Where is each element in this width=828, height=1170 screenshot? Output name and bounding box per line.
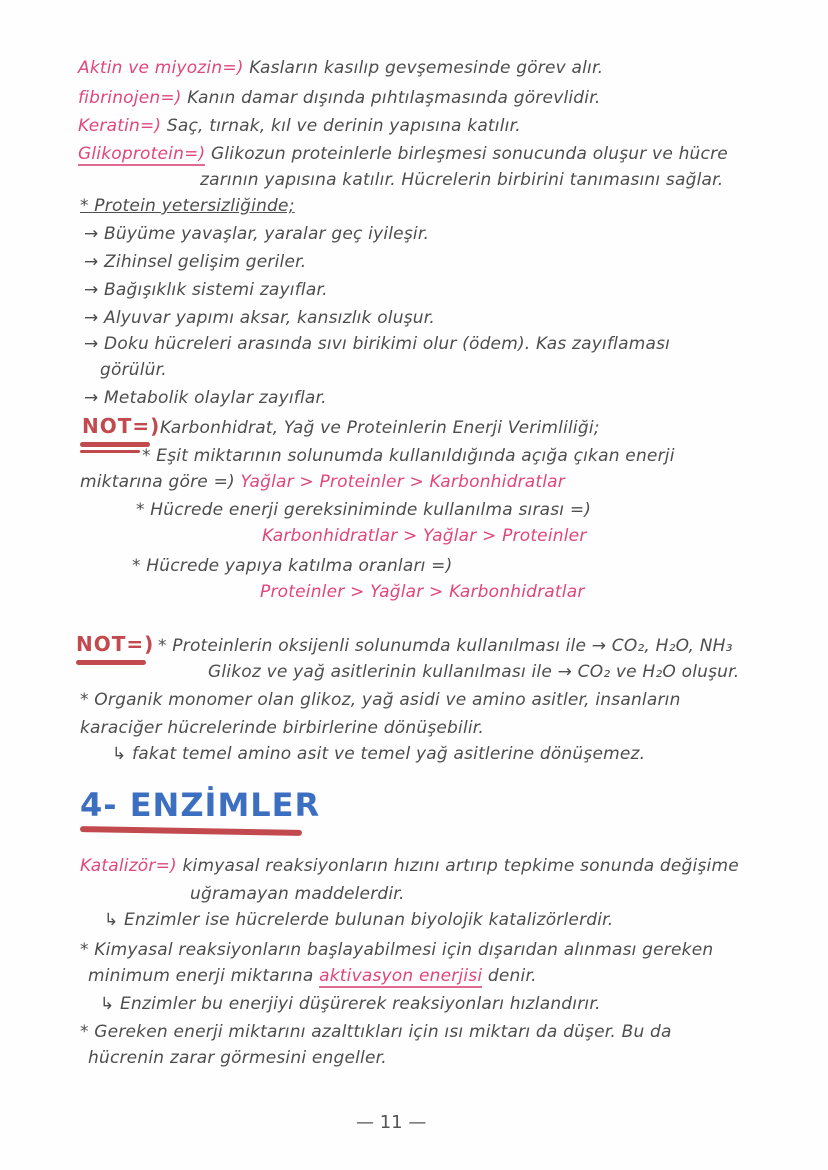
note-underline xyxy=(80,450,140,453)
protein-def-keratin xyxy=(78,116,521,136)
note1-text: * Hücrede yapıya katılma oranları =) xyxy=(132,556,453,576)
note1-text xyxy=(80,472,565,492)
definition: Glikozun proteinlerle birleşmesi sonucunda oluşur ve hücre xyxy=(210,144,728,164)
protein-def-fibrinojen xyxy=(78,88,600,108)
deficiency-item: → Alyuvar yapımı aksar, kansızlık oluşur. xyxy=(84,308,435,328)
energy-usage-order: Karbonhidratlar > Yağlar > Proteinler xyxy=(262,526,587,546)
term: Glikoprotein=) xyxy=(78,144,206,164)
protein-def-glikoprotein xyxy=(78,144,728,164)
text: minimum enerji miktarına xyxy=(88,966,314,986)
page-number: — 11 — xyxy=(356,1112,427,1133)
note-label: NOT=) xyxy=(76,632,155,656)
deficiency-item: → Doku hücreleri arasında sıvı birikimi olur (ödem). Kas zayıflaması xyxy=(84,334,671,354)
definition: Kanın damar dışında pıhtılaşmasında görevlidir. xyxy=(187,88,601,108)
note1-title: Karbonhidrat, Yağ ve Proteinlerin Enerji Verimliliği; xyxy=(160,418,600,438)
protein-def-aktin xyxy=(78,58,603,78)
enzyme-text: * Gereken enerji miktarını azalttıkları için ısı miktarı da düşer. Bu da xyxy=(80,1022,672,1042)
note1-text-b: miktarına göre =) xyxy=(80,472,235,492)
protein-def-glikoprotein-cont: zarının yapısına katılır. Hücrelerin birbirini tanımasını sağlar. xyxy=(200,170,724,190)
term: fibrinojen=) xyxy=(78,88,182,108)
term: Keratin=) xyxy=(78,116,162,136)
deficiency-item: → Metabolik olaylar zayıflar. xyxy=(84,388,327,408)
note2-text: * Proteinlerin oksijenli solunumda kullanılması ile → CO₂, H₂O, NH₃ xyxy=(158,636,733,656)
deficiency-item: → Büyüme yavaşlar, yaralar geç iyileşir. xyxy=(84,224,430,244)
note1-text: * Eşit miktarının solunumda kullanıldığında açığa çıkan enerji xyxy=(142,446,675,466)
note-underline xyxy=(76,660,146,665)
section-heading: 4- ENZİMLER xyxy=(80,786,321,824)
catalyst-definition xyxy=(80,856,739,876)
note2-text: * Organik monomer olan glikoz, yağ asidi ve amino asitler, insanların xyxy=(80,690,681,710)
note-label: NOT=) xyxy=(82,414,161,438)
deficiency-title: * Protein yetersizliğinde; xyxy=(80,196,295,216)
deficiency-item: → Zihinsel gelişim geriler. xyxy=(84,252,307,272)
enzyme-text: * Kimyasal reaksiyonların başlayabilmesi için dışarıdan alınması gereken xyxy=(80,940,714,960)
term: Katalizör=) xyxy=(80,856,177,876)
structure-ratio-order: Proteinler > Yağlar > Karbonhidratlar xyxy=(260,582,585,602)
deficiency-item: → Bağışıklık sistemi zayıflar. xyxy=(84,280,328,300)
enzyme-text: ↳ Enzimler bu enerjiyi düşürerek reaksiyonları hızlandırır. xyxy=(100,994,601,1014)
enzyme-text: hücrenin zarar görmesini engeller. xyxy=(88,1048,387,1068)
enzyme-text: ↳ Enzimler ise hücrelerde bulunan biyolojik katalizörlerdir. xyxy=(104,910,614,930)
text: denir. xyxy=(487,966,537,986)
definition: kimyasal reaksiyonların hızını artırıp tepkime sonunda değişime xyxy=(182,856,739,876)
note1-text: * Hücrede enerji gereksiniminde kullanılma sırası =) xyxy=(136,500,592,520)
definition: Saç, tırnak, kıl ve derinin yapısına katılır. xyxy=(166,116,521,136)
enzyme-text xyxy=(88,966,537,986)
activation-energy-term: aktivasyon enerjisi xyxy=(319,966,483,986)
term: Aktin ve miyozin=) xyxy=(78,58,244,78)
catalyst-definition-cont: uğramayan maddelerdir. xyxy=(190,884,405,904)
note2-text: Glikoz ve yağ asitlerinin kullanılması ile → CO₂ ve H₂O oluşur. xyxy=(208,662,740,682)
heading-underline xyxy=(80,826,302,836)
definition: Kasların kasılıp gevşemesinde görev alır. xyxy=(249,58,604,78)
note2-text: ↳ fakat temel amino asit ve temel yağ asitlerine dönüşemez. xyxy=(112,744,646,764)
note-underline xyxy=(80,442,150,447)
note2-text: karaciğer hücrelerinde birbirlerine dönüşebilir. xyxy=(80,718,485,738)
energy-yield-order: Yağlar > Proteinler > Karbonhidratlar xyxy=(240,472,565,492)
deficiency-item-cont: görülür. xyxy=(100,360,167,380)
